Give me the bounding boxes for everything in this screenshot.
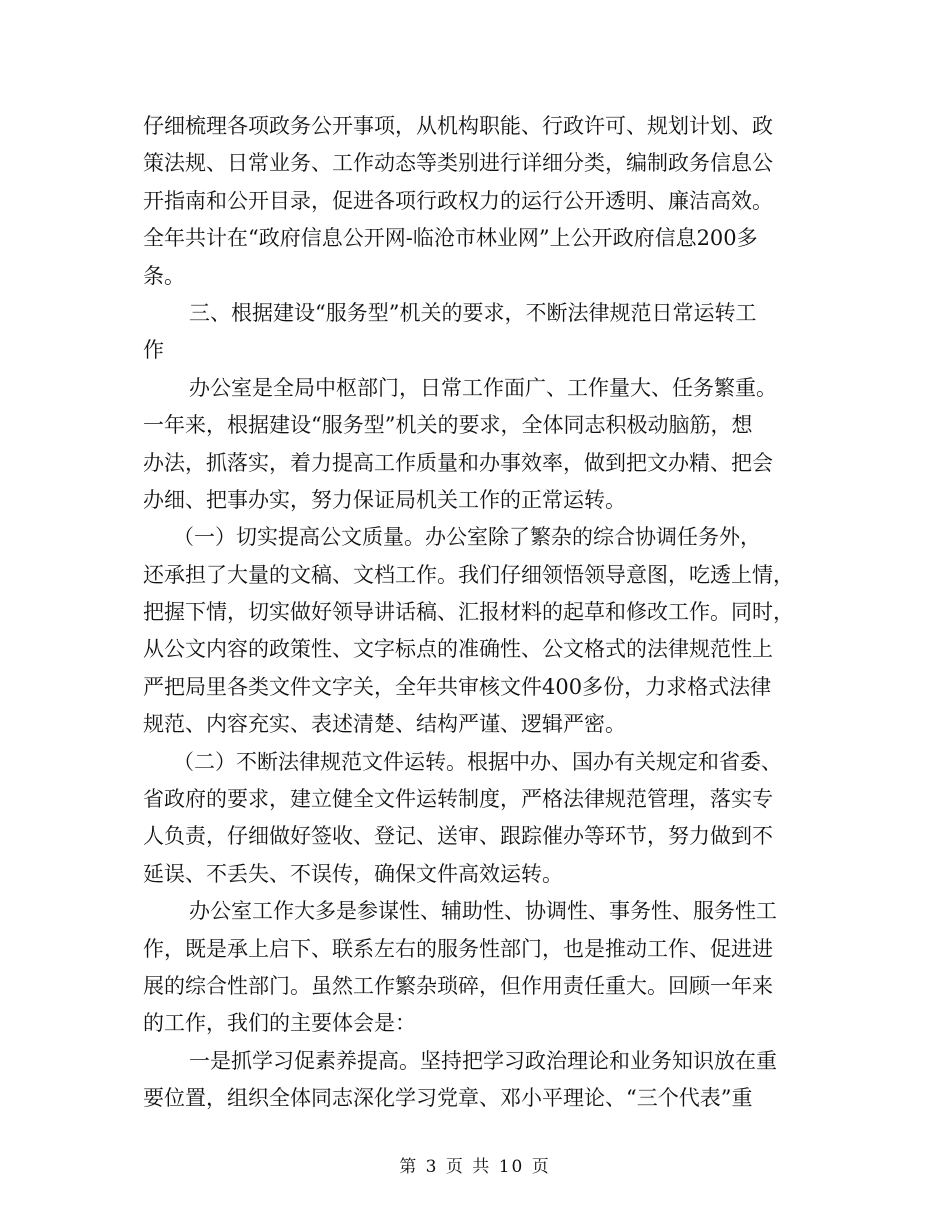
text-line: 人负责，仔细做好签收、登记、送审、跟踪催办等环节，努力做到不: [143, 824, 773, 849]
text-line: 延误、不丢失、不误传，确保文件高效运转。: [143, 861, 563, 886]
text-line: 办公室是全局中枢部门，日常工作面广、工作量大、任务繁重。: [189, 375, 777, 400]
text-line: 条。: [143, 263, 185, 288]
page-footer: 第 3 页 共 10 页: [399, 1157, 551, 1177]
text-line: 策法规、日常业务、工作动态等类别进行详细分类，编制政务信息公: [143, 151, 773, 176]
text-line: 严把局里各类文件文字关，全年共审核文件400多份，力求格式法律: [143, 674, 772, 699]
text-line: 规范、内容充实、表述清楚、结构严谨、逻辑严密。: [143, 712, 626, 737]
text-line: 全年共计在“政府信息公开网-临沧市林业网”上公开政府信息200多: [143, 226, 758, 251]
text-line: 省政府的要求，建立健全文件运转制度，严格法律规范管理，落实专: [143, 787, 773, 812]
text-line: 要位置，组织全体同志深化学习党章、邓小平理论、“三个代表”重: [143, 1086, 753, 1111]
text-line: 展的综合性部门。虽然工作繁杂琐碎，但作用责任重大。回顾一年来: [143, 973, 773, 998]
text-line: 仔细梳理各项政务公开事项，从机构职能、行政许可、规划计划、政: [143, 114, 773, 138]
text-line: 还承担了大量的文稿、文档工作。我们仔细领悟领导意图，吃透上情，: [143, 562, 794, 587]
text-line: 把握下情，切实做好领导讲话稿、汇报材料的起草和修改工作。同时，: [143, 600, 794, 625]
text-line: 一是抓学习促素养提高。坚持把学习政治理论和业务知识放在重: [189, 1048, 777, 1073]
section-heading-cont: 作: [143, 338, 164, 363]
text-line: 从公文内容的政策性、文字标点的准确性、公文格式的法律规范性上: [143, 637, 773, 662]
text-line: 办细、把事办实，努力保证局机关工作的正常运转。: [143, 487, 626, 512]
text-line: 开指南和公开目录，促进各项行政权力的运行公开透明、廉洁高效。: [143, 188, 773, 213]
text-line: 的工作，我们的主要体会是：: [143, 1011, 416, 1036]
section-heading: 三、根据建设“服务型”机关的要求，不断法律规范日常运转工: [189, 300, 757, 325]
text-line: 办公室工作大多是参谋性、辅助性、协调性、事务性、服务性工: [189, 899, 777, 924]
text-line: 办法，抓落实，着力提高工作质量和办事效率，做到把文办精、把会: [143, 450, 773, 475]
text-line: 一年来，根据建设“服务型”机关的要求，全体同志积极动脑筋，想: [143, 413, 753, 438]
subsection-heading: （一）切实提高公文质量。办公室除了繁杂的综合协调任务外，: [173, 525, 761, 550]
document-body: [143, 108, 813, 1118]
subsection-heading: （二）不断法律规范文件运转。根据中办、国办有关规定和省委、: [173, 749, 782, 774]
text-line: 作，既是承上启下、联系左右的服务性部门，也是推动工作、促进进: [143, 936, 773, 961]
